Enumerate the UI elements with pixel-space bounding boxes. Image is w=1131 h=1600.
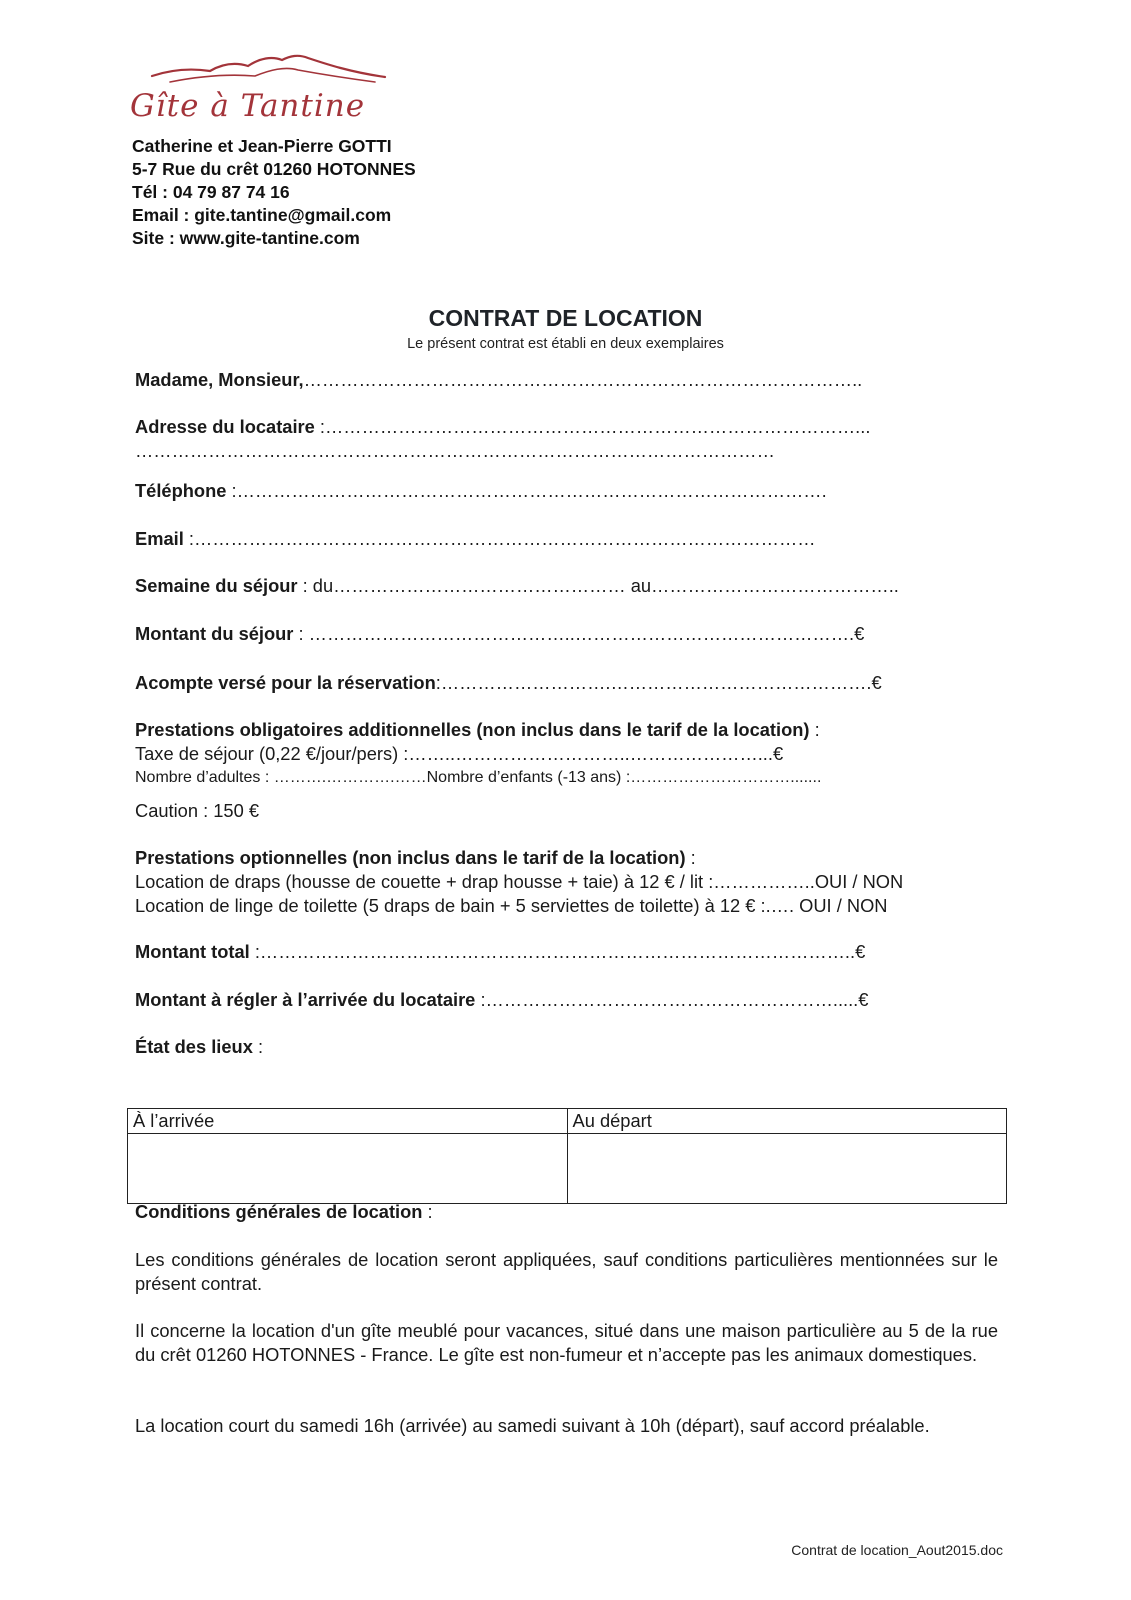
week-field xyxy=(135,575,899,597)
phone-field xyxy=(135,480,827,502)
brand-name: Gîte à Tantine xyxy=(130,88,366,124)
mountain-logo-icon xyxy=(130,52,430,92)
optional-colon: : xyxy=(685,847,696,868)
mandatory-label: Prestations obligatoires additionnelles (non inclus dans le tarif de la location) xyxy=(135,719,810,740)
state-label: État des lieux xyxy=(135,1036,253,1057)
state-colon: : xyxy=(252,1036,264,1057)
contact-site: Site : www.gite-tantine.com xyxy=(132,228,360,248)
amount-label: Montant du séjour xyxy=(135,623,294,644)
tax-line: Taxe de séjour (0,22 €/jour/pers) :……..………………………..…………………...€ xyxy=(135,743,784,764)
optional-heading xyxy=(135,847,696,869)
deposit-field xyxy=(135,672,882,694)
deposit-label: Acompte versé pour la réservation xyxy=(135,672,436,693)
arrival-payment-field xyxy=(135,989,868,1011)
arrival-cell xyxy=(128,1134,568,1204)
address-field xyxy=(135,416,870,438)
sheets-line: Location de draps (housse de couette + drap housse + taie) à 12 € / lit :……………..OUI / NON xyxy=(135,871,904,892)
contact-block xyxy=(132,135,416,250)
arrival-payment-fill: :………………………………………………….....€ xyxy=(475,989,869,1010)
departure-cell xyxy=(567,1134,1007,1204)
brand-logo xyxy=(130,52,430,132)
deposit-fill: :……………………….…………………………………….€ xyxy=(435,672,882,693)
conditions-paragraph-3: La location court du samedi 16h (arrivée) au samedi suivant à 10h (départ), sauf accord préalable. xyxy=(135,1415,930,1436)
amount-fill: : ……………………………………..……………………………………….€ xyxy=(293,623,865,644)
email-field xyxy=(135,528,816,550)
mandatory-colon: : xyxy=(809,719,820,740)
towels-line: Location de linge de toilette (5 draps de bain + 5 serviettes de toilette) à 12 € :.…. OUI / NON xyxy=(135,895,888,916)
table-header-row xyxy=(128,1109,1007,1134)
page-title: CONTRAT DE LOCATION xyxy=(428,305,703,331)
contact-phone: Tél : 04 79 87 74 16 xyxy=(132,182,290,202)
column-arrival: À l’arrivée xyxy=(128,1109,568,1134)
week-fill: : du………………………………………… au………………………………….. xyxy=(297,575,899,596)
conditions-heading xyxy=(135,1201,433,1223)
total-fill: :……………………………………………………………………………………..€ xyxy=(249,941,866,962)
week-label: Semaine du séjour xyxy=(135,575,298,596)
address-field-line2: …………………………………………………………………………………………… xyxy=(135,440,775,461)
email-fill: :………………………………………………………………………………………… xyxy=(183,528,816,549)
state-heading xyxy=(135,1036,263,1058)
conditions-paragraph-1: Les conditions générales de location seront appliquées, sauf conditions particulières mentionnées sur le présent contrat. xyxy=(135,1249,998,1294)
phone-label: Téléphone xyxy=(135,480,227,501)
optional-label: Prestations optionnelles (non inclus dans le tarif de la location) xyxy=(135,847,686,868)
table-row xyxy=(128,1134,1007,1204)
address-fill: :……………………………………………………………………………... xyxy=(314,416,871,437)
page-subtitle: Le présent contrat est établi en deux exemplaires xyxy=(407,336,724,352)
arrival-payment-label: Montant à régler à l’arrivée du locataire xyxy=(135,989,476,1010)
amount-field xyxy=(135,623,864,645)
state-table xyxy=(127,1108,1007,1204)
name-field xyxy=(135,369,862,391)
people-line: Nombre d’adultes : ……….………….……Nombre d’enfants (-13 ans) :…………………………....... xyxy=(135,769,822,786)
address-label: Adresse du locataire xyxy=(135,416,315,437)
contact-address: 5-7 Rue du crêt 01260 HOTONNES xyxy=(132,159,416,179)
mandatory-heading xyxy=(135,719,820,741)
conditions-colon: : xyxy=(422,1201,433,1222)
conditions-heading-label: Conditions générales de location xyxy=(135,1201,423,1222)
footer-filename: Contrat de location_Aout2015.doc xyxy=(791,1542,1003,1558)
caution-line: Caution : 150 € xyxy=(135,800,259,821)
email-label: Email xyxy=(135,528,184,549)
total-field xyxy=(135,941,865,963)
contact-email: Email : gite.tantine@gmail.com xyxy=(132,205,392,225)
phone-fill: :……………………………………………………………………………………. xyxy=(226,480,827,501)
total-label: Montant total xyxy=(135,941,250,962)
column-departure: Au départ xyxy=(567,1109,1007,1134)
name-fill: ……………………………………………………………………………….. xyxy=(303,369,863,390)
name-label: Madame, Monsieur, xyxy=(135,369,304,390)
conditions-paragraph-2: Il concerne la location d'un gîte meublé pour vacances, situé dans une maison particulière au 5 de la rue du crêt 01260 HOTONNES - France. Le gîte est non-fumeur et n’accepte pas les animaux domestiques. xyxy=(135,1320,998,1365)
contact-names: Catherine et Jean-Pierre GOTTI xyxy=(132,136,392,156)
